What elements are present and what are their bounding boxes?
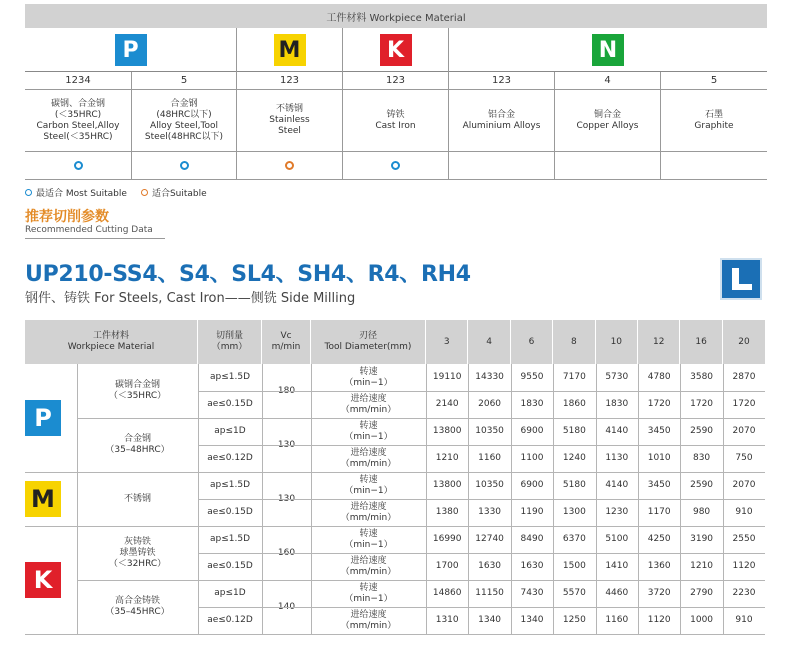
- legend-most-label: 最适合 Most Suitable: [36, 189, 127, 199]
- speed-value: 14330: [475, 372, 504, 382]
- feed-value: 1700: [435, 561, 459, 571]
- material-desc: 铝合金 Aluminium Alloys: [448, 90, 554, 151]
- most-suitable-icon: [25, 189, 32, 196]
- depth-ap: ap≤1.5D: [209, 480, 250, 490]
- column-divider: [723, 364, 724, 634]
- category-n: [448, 28, 767, 72]
- feed-value: 1720: [647, 399, 671, 409]
- feed-value: 1860: [562, 399, 586, 409]
- depth-ae: ae≤0.12D: [207, 615, 253, 625]
- speed-value: 4140: [605, 426, 629, 436]
- speed-value: 5100: [605, 534, 629, 544]
- material-name: 灰铸铁 球墨铸铁 （＜32HRC）: [108, 536, 167, 569]
- grade-cell: 123: [448, 72, 554, 89]
- header-diameter-16: 16: [680, 320, 722, 364]
- depth-ap: ap≤1.5D: [209, 534, 250, 544]
- header-diameter-8: 8: [553, 320, 595, 364]
- speed-value: 5180: [562, 426, 586, 436]
- speed-value: 7430: [520, 588, 544, 598]
- category-m: [236, 28, 342, 72]
- feed-value: 1330: [478, 507, 502, 517]
- feed-value: 1830: [605, 399, 629, 409]
- feed-value: 2140: [435, 399, 459, 409]
- speed-value: 4460: [605, 588, 629, 598]
- material-table-header: 工件材料 Workpiece Material: [25, 4, 767, 28]
- suitability-cell: [554, 152, 660, 179]
- feed-label: 进给速度 （mm/min）: [340, 555, 397, 577]
- group-divider: [25, 634, 765, 635]
- column-divider: [198, 364, 199, 634]
- feed-value: 910: [735, 507, 753, 517]
- feed-value: 980: [692, 507, 711, 517]
- column-divider: [426, 364, 427, 634]
- feed-value: 1720: [690, 399, 714, 409]
- feed-value: 1190: [520, 507, 544, 517]
- grade-cell: 1234: [65, 75, 91, 86]
- speed-value: 4250: [647, 534, 671, 544]
- feed-label: 进给速度 （mm/min）: [340, 609, 397, 631]
- feed-value: 1380: [435, 507, 459, 517]
- recommended-subtitle: Recommended Cutting Data: [25, 225, 153, 235]
- speed-value: 5180: [562, 480, 586, 490]
- feed-value: 830: [692, 453, 711, 463]
- header-diameter-4: 4: [468, 320, 510, 364]
- column-divider: [311, 364, 312, 634]
- depth-ae: ae≤0.15D: [207, 507, 253, 517]
- header-workpiece-material: 工件材料 Workpiece Material: [25, 320, 198, 364]
- speed-value: 4140: [605, 480, 629, 490]
- speed-value: 2070: [732, 426, 756, 436]
- feed-value: 1720: [732, 399, 756, 409]
- material-desc: 铜合金 Copper Alloys: [554, 90, 660, 151]
- grade-cell: 5: [131, 72, 236, 89]
- speed-label: 转速 （min−1）: [344, 420, 393, 442]
- column-divider: [680, 364, 681, 634]
- depth-ae: ae≤0.15D: [207, 399, 253, 409]
- feed-value: 1340: [478, 615, 502, 625]
- column-divider: [596, 364, 597, 634]
- speed-value: 2070: [732, 480, 756, 490]
- suitable-icon: [285, 161, 294, 170]
- depth-ap: ap≤1D: [214, 426, 246, 436]
- product-title: UP210-SS4、S4、SL4、SH4、R4、RH4: [25, 262, 471, 287]
- speed-value: 3450: [647, 426, 671, 436]
- feed-value: 1830: [520, 399, 544, 409]
- speed-value: 7170: [562, 372, 586, 382]
- suitability-cell: [660, 152, 767, 179]
- most-suitable-icon: [74, 161, 83, 170]
- suitability-row: [25, 152, 767, 180]
- feed-value: 1210: [690, 561, 714, 571]
- feed-value: 1230: [605, 507, 629, 517]
- k-category-logo: K: [25, 562, 61, 598]
- speed-value: 13800: [432, 426, 462, 436]
- speed-value: 6900: [520, 426, 544, 436]
- suitability-cell: [131, 152, 236, 179]
- legend: [25, 186, 207, 199]
- depth-ae: ae≤0.15D: [207, 561, 253, 571]
- column-divider: [511, 364, 512, 634]
- speed-value: 2550: [732, 534, 756, 544]
- column-divider: [468, 364, 469, 634]
- recommended-title: 推荐切削参数: [25, 209, 109, 225]
- speed-value: 13800: [432, 480, 462, 490]
- feed-value: 1160: [605, 615, 629, 625]
- m-logo: M: [274, 34, 306, 66]
- header-diameter-3: 3: [426, 320, 468, 364]
- column-divider: [262, 364, 263, 634]
- speed-value: 2790: [690, 588, 714, 598]
- suitability-cell: [25, 152, 131, 179]
- speed-label: 转速 （min−1）: [344, 528, 393, 550]
- category-k: [342, 28, 448, 72]
- feed-value: 1100: [520, 453, 544, 463]
- divider: [25, 238, 165, 239]
- column-divider: [553, 364, 554, 634]
- grade-cell: 123: [236, 72, 342, 89]
- feed-value: 1010: [647, 453, 671, 463]
- feed-label: 进给速度 （mm/min）: [340, 447, 397, 469]
- category-p: [25, 28, 236, 72]
- speed-label: 转速 （min−1）: [344, 582, 393, 604]
- feed-label: 进给速度 （mm/min）: [340, 393, 397, 415]
- material-desc: 铸铁 Cast Iron: [342, 90, 448, 151]
- speed-value: 4780: [647, 372, 671, 382]
- speed-value: 10350: [475, 426, 504, 436]
- suitability-cell: [448, 152, 554, 179]
- speed-value: 3580: [690, 372, 714, 382]
- speed-value: 6370: [562, 534, 586, 544]
- description-row: [25, 90, 767, 152]
- speed-value: 10350: [475, 480, 504, 490]
- suitability-cell: [342, 152, 448, 179]
- speed-value: 3450: [647, 480, 671, 490]
- speed-value: 11150: [475, 588, 504, 598]
- speed-value: 3190: [690, 534, 714, 544]
- feed-value: 1120: [647, 615, 671, 625]
- feed-value: 750: [735, 453, 753, 463]
- speed-value: 5570: [562, 588, 586, 598]
- grade-cell: 5: [660, 72, 767, 89]
- feed-value: 1300: [562, 507, 586, 517]
- k-logo: K: [380, 34, 412, 66]
- feed-value: 1630: [520, 561, 544, 571]
- speed-value: 2230: [732, 588, 756, 598]
- legend-suitable-label: 适合Suitable: [151, 189, 207, 199]
- header-diameter-12: 12: [638, 320, 680, 364]
- feed-label: 进给速度 （mm/min）: [340, 501, 397, 523]
- feed-value: 1500: [562, 561, 586, 571]
- category-row: [25, 28, 767, 72]
- feed-value: 1630: [478, 561, 502, 571]
- header-diameter-10: 10: [596, 320, 638, 364]
- most-suitable-icon: [391, 161, 400, 170]
- depth-ap: ap≤1D: [214, 588, 246, 598]
- header-diameter-6: 6: [511, 320, 553, 364]
- side-milling-l-icon: [720, 258, 762, 300]
- feed-value: 1170: [647, 507, 671, 517]
- depth-ae: ae≤0.12D: [207, 453, 253, 463]
- material-desc: 碳钢、合金钢 (＜35HRC) Carbon Steel,Alloy Steel(＜35HRC): [36, 98, 120, 142]
- material-name: 碳钢合金钢 （＜35HRC）: [108, 380, 167, 401]
- speed-value: 16990: [432, 534, 462, 544]
- l-shape-icon: [726, 264, 756, 294]
- feed-value: 1210: [435, 453, 459, 463]
- speed-value: 5730: [605, 372, 629, 382]
- header-diameter-20: 20: [723, 320, 765, 364]
- material-desc: 不锈钢 Stainless Steel: [236, 90, 342, 151]
- speed-value: 3720: [647, 588, 671, 598]
- speed-value: 2870: [732, 372, 756, 382]
- material-name: 合金钢 （35–48HRC）: [105, 434, 170, 455]
- material-desc: 合金钢 (48HRC以下) Alloy Steel,Tool Steel(48HRC以下): [131, 90, 236, 151]
- feed-value: 2060: [478, 399, 502, 409]
- material-name: 高合金铸铁 （35–45HRC）: [105, 596, 170, 617]
- grade-cell: 4: [554, 72, 660, 89]
- feed-value: 1000: [690, 615, 714, 625]
- suitable-icon: [141, 189, 148, 196]
- speed-value: 2590: [690, 480, 714, 490]
- feed-value: 1120: [732, 561, 756, 571]
- column-divider: [77, 364, 78, 634]
- speed-value: 12740: [475, 534, 504, 544]
- speed-label: 转速 （min−1）: [344, 474, 393, 496]
- speed-label: 转速 （min−1）: [344, 366, 393, 388]
- material-desc: 石墨 Graphite: [660, 90, 767, 151]
- feed-value: 910: [735, 615, 753, 625]
- speed-value: 9550: [520, 372, 544, 382]
- header-vc: Vc m/min: [262, 320, 311, 364]
- m-category-logo: M: [25, 481, 61, 517]
- feed-value: 1360: [647, 561, 671, 571]
- speed-value: 19110: [432, 372, 462, 382]
- depth-ap: ap≤1.5D: [209, 372, 250, 382]
- feed-value: 1160: [478, 453, 502, 463]
- speed-value: 8490: [520, 534, 544, 544]
- speed-value: 6900: [520, 480, 544, 490]
- feed-value: 1310: [435, 615, 459, 625]
- feed-value: 1340: [520, 615, 544, 625]
- suitability-cell: [236, 152, 342, 179]
- grade-row: [25, 72, 767, 90]
- feed-value: 1410: [605, 561, 629, 571]
- n-logo: N: [592, 34, 624, 66]
- feed-value: 1250: [562, 615, 586, 625]
- material-name: 不锈钢: [123, 493, 151, 504]
- speed-value: 14860: [432, 588, 462, 598]
- product-subtitle: 钢件、铸铁 For Steels, Cast Iron——侧铣 Side Milling: [25, 291, 356, 306]
- header-depth: 切削量 （mm）: [198, 320, 262, 364]
- p-logo: P: [115, 34, 147, 66]
- speed-value: 2590: [690, 426, 714, 436]
- column-divider: [638, 364, 639, 634]
- feed-value: 1240: [562, 453, 586, 463]
- header-tool-diameter: 刃径 Tool Diameter(mm): [311, 320, 426, 364]
- grade-cell: 123: [342, 72, 448, 89]
- feed-value: 1130: [605, 453, 629, 463]
- most-suitable-icon: [180, 161, 189, 170]
- p-category-logo: P: [25, 400, 61, 436]
